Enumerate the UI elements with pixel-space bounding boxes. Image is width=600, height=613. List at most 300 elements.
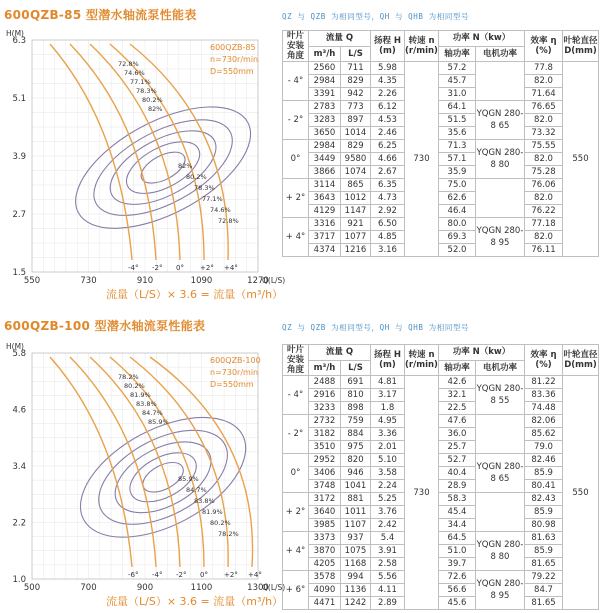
- cell-head: 2.01: [371, 441, 405, 454]
- cell-shaft-power: 28.9: [439, 480, 476, 493]
- cell-head: 2.46: [371, 127, 405, 140]
- chart-param: n=730r/min: [210, 55, 259, 64]
- header-angle: 叶片安装角度: [283, 31, 309, 62]
- table-row: [283, 88, 599, 101]
- efficiency-label: 82%: [148, 105, 163, 113]
- cell-flow-m3h: 3406: [309, 467, 341, 480]
- efficiency-contour: [79, 100, 247, 235]
- cell-flow-m3h: 3373: [309, 532, 341, 545]
- cell-angle: + 2°: [283, 179, 309, 218]
- table-row: [283, 127, 599, 140]
- cell-flow-m3h: 3182: [309, 428, 341, 441]
- header-diameter: 叶轮直径 D(mm): [563, 345, 599, 376]
- cell-flow-m3h: 3391: [309, 88, 341, 101]
- cell-flow-m3h: 3233: [309, 402, 341, 415]
- cell-efficiency: 85.62: [525, 428, 563, 441]
- table-row: [283, 415, 599, 428]
- model-note: QZ 与 QZB 为相同型号，QH 与 QHB 为相同型号: [282, 12, 470, 21]
- cell-flow-ls: 773: [341, 101, 371, 114]
- cell-flow-m3h: 3748: [309, 480, 341, 493]
- header-power: 功率 N（kw）: [439, 31, 525, 47]
- cell-head: 6.25: [371, 140, 405, 153]
- table-row: [283, 467, 599, 480]
- table-row: [283, 493, 599, 506]
- cell-shaft-power: 35.9: [439, 166, 476, 179]
- cell-head: 1.8: [371, 402, 405, 415]
- table-row: [283, 218, 599, 231]
- efficiency-label: 83.8%: [194, 497, 215, 505]
- cell-flow-ls: 898: [341, 402, 371, 415]
- cell-flow-m3h: 3985: [309, 519, 341, 532]
- x-tick-label: 1090: [190, 276, 213, 286]
- efficiency-label: 80.2%: [210, 519, 231, 527]
- cell-angle: - 2°: [283, 101, 309, 140]
- cell-motor-power: YQGN 280-8 65: [476, 101, 525, 140]
- table-row: [283, 545, 599, 558]
- header-shaft-power: 轴功率: [439, 46, 476, 62]
- cell-efficiency: 81.65: [525, 597, 563, 610]
- cell-efficiency: 79.0: [525, 441, 563, 454]
- table-row: [283, 62, 599, 75]
- efficiency-label: 83.8%: [136, 400, 157, 408]
- header-flow-ls: L/S: [341, 46, 371, 62]
- cell-flow-ls: 1011: [341, 506, 371, 519]
- cell-flow-ls: 820: [341, 454, 371, 467]
- performance-section-100: [0, 307, 600, 613]
- efficiency-label: 80.2%: [124, 382, 145, 390]
- cell-flow-ls: 9580: [341, 153, 371, 166]
- cell-flow-m3h: 3510: [309, 441, 341, 454]
- cell-efficiency: 84.7: [525, 584, 563, 597]
- cell-shaft-power: 36.0: [439, 428, 476, 441]
- cell-head: 4.73: [371, 192, 405, 205]
- header-speed: 转速 n (r/min): [405, 345, 439, 376]
- efficiency-label: 74.6%: [210, 206, 231, 214]
- angle-label: +2°: [200, 264, 214, 272]
- cell-efficiency: 80.41: [525, 480, 563, 493]
- cell-efficiency: 81.63: [525, 532, 563, 545]
- cell-motor-power: YQGN 280-8 55: [476, 376, 525, 415]
- table-row: [283, 179, 599, 192]
- y-tick-label: 6.3: [12, 36, 26, 46]
- efficiency-label: 72.8%: [218, 217, 239, 225]
- angle-label: -6°: [128, 571, 139, 579]
- cell-angle: 0°: [283, 454, 309, 493]
- efficiency-label: 84.7%: [142, 409, 163, 417]
- header-flow-m3h: m³/h: [309, 360, 341, 376]
- cell-efficiency: 75.28: [525, 166, 563, 179]
- cell-shaft-power: 51.5: [439, 114, 476, 127]
- cell-head: 6.35: [371, 179, 405, 192]
- cell-shaft-power: 64.1: [439, 101, 476, 114]
- cell-shaft-power: 56.6: [439, 584, 476, 597]
- table-row: [283, 441, 599, 454]
- cell-flow-m3h: 4129: [309, 205, 341, 218]
- cell-flow-m3h: 2488: [309, 376, 341, 389]
- unit-conversion-formula: 流量（L/S）× 3.6 = 流量（m³/h）: [106, 288, 284, 301]
- cell-shaft-power: 71.3: [439, 140, 476, 153]
- header-efficiency: 效率 η (%): [525, 31, 563, 62]
- cell-angle: + 4°: [283, 532, 309, 571]
- header-motor-power: 电机功率: [476, 360, 525, 376]
- cell-motor-power: [476, 415, 525, 454]
- x-tick-label: 910: [136, 276, 154, 286]
- efficiency-contour: [99, 116, 228, 220]
- cell-efficiency: 83.36: [525, 389, 563, 402]
- cell-shaft-power: 22.5: [439, 402, 476, 415]
- cell-efficiency: 85.9: [525, 545, 563, 558]
- x-axis-label: Q(L/S): [262, 276, 286, 285]
- efficiency-label: 81.9%: [202, 508, 223, 516]
- cell-flow-m3h: 4205: [309, 558, 341, 571]
- cell-flow-m3h: 3866: [309, 166, 341, 179]
- cell-shaft-power: 51.0: [439, 545, 476, 558]
- cell-flow-m3h: 3316: [309, 218, 341, 231]
- cell-head: 3.17: [371, 389, 405, 402]
- cell-flow-m3h: 2916: [309, 389, 341, 402]
- header-head: 扬程 H (m): [371, 345, 405, 376]
- cell-shaft-power: 72.6: [439, 571, 476, 584]
- cell-shaft-power: 47.6: [439, 415, 476, 428]
- cell-shaft-power: 57.1: [439, 153, 476, 166]
- efficiency-label: 77.1%: [130, 78, 151, 86]
- cell-flow-ls: 1107: [341, 519, 371, 532]
- table-row: [283, 205, 599, 218]
- table-row: [283, 166, 599, 179]
- cell-flow-m3h: 2783: [309, 101, 341, 114]
- table-row: [283, 454, 599, 467]
- efficiency-label: 85.9%: [178, 475, 199, 483]
- y-axis-label: H(M): [6, 29, 24, 38]
- efficiency-label: 78.2%: [118, 373, 139, 381]
- cell-angle: - 2°: [283, 415, 309, 454]
- cell-flow-ls: 829: [341, 75, 371, 88]
- table-row: [283, 532, 599, 545]
- cell-flow-m3h: 3870: [309, 545, 341, 558]
- cell-efficiency: 82.46: [525, 454, 563, 467]
- cell-efficiency: 82.0: [525, 231, 563, 244]
- table-row: [283, 584, 599, 597]
- y-axis-label: H(M): [6, 342, 24, 351]
- angle-label: -4°: [152, 571, 163, 579]
- angle-label: -2°: [152, 264, 163, 272]
- cell-shaft-power: 34.4: [439, 519, 476, 532]
- cell-flow-ls: 1136: [341, 584, 371, 597]
- cell-head: 6.50: [371, 218, 405, 231]
- y-tick-label: 1.5: [12, 268, 26, 278]
- cell-head: 4.11: [371, 584, 405, 597]
- y-tick-label: 1.0: [12, 575, 26, 585]
- cell-flow-m3h: 3283: [309, 114, 341, 127]
- cell-shaft-power: 25.7: [439, 441, 476, 454]
- y-tick-label: 4.6: [12, 405, 26, 416]
- cell-head: 2.42: [371, 519, 405, 532]
- cell-shaft-power: 75.0: [439, 179, 476, 192]
- cell-flow-ls: 1074: [341, 166, 371, 179]
- x-tick-label: 730: [80, 276, 97, 286]
- cell-shaft-power: 57.2: [439, 62, 476, 75]
- cell-flow-m3h: 3172: [309, 493, 341, 506]
- table-row: [283, 101, 599, 114]
- cell-head: 3.58: [371, 467, 405, 480]
- efficiency-label: 74.6%: [124, 69, 145, 77]
- cell-head: 2.67: [371, 166, 405, 179]
- x-tick-label: 500: [23, 583, 41, 593]
- cell-head: 2.92: [371, 205, 405, 218]
- cell-efficiency: 77.8: [525, 62, 563, 75]
- cell-head: 5.4: [371, 532, 405, 545]
- cell-efficiency: 79.22: [525, 571, 563, 584]
- angle-label: -4°: [128, 264, 139, 272]
- cell-head: 4.95: [371, 415, 405, 428]
- cell-flow-ls: 1014: [341, 127, 371, 140]
- cell-flow-ls: 897: [341, 114, 371, 127]
- cell-efficiency: 71.64: [525, 88, 563, 101]
- table-row: [283, 231, 599, 244]
- header-diameter: 叶轮直径 D(mm): [563, 31, 599, 62]
- cell-head: 5.98: [371, 62, 405, 75]
- angle-label: 0°: [176, 264, 184, 272]
- cell-head: 3.76: [371, 506, 405, 519]
- cell-head: 3.36: [371, 428, 405, 441]
- cell-efficiency: 82.0: [525, 153, 563, 166]
- cell-angle: + 6°: [283, 571, 309, 610]
- header-shaft-power: 轴功率: [439, 360, 476, 376]
- x-tick-label: 900: [136, 583, 154, 593]
- efficiency-label: 77.1%: [202, 195, 223, 203]
- x-tick-label: 700: [80, 583, 97, 593]
- cell-speed: 730: [405, 376, 439, 610]
- cell-shaft-power: 45.6: [439, 597, 476, 610]
- cell-motor-power: [476, 179, 525, 218]
- header-flow-m3h: m³/h: [309, 46, 341, 62]
- cell-motor-power: [476, 62, 525, 101]
- cell-efficiency: 82.0: [525, 75, 563, 88]
- cell-flow-ls: 1041: [341, 480, 371, 493]
- cell-flow-m3h: 4374: [309, 244, 341, 257]
- table-row: [283, 480, 599, 493]
- performance-table: [282, 344, 599, 610]
- cell-motor-power: YQGN 280-8 65: [476, 454, 525, 493]
- cell-diameter: 550: [563, 376, 599, 610]
- angle-label: -2°: [176, 571, 187, 579]
- cell-motor-power: YQGN 280-8 80: [476, 140, 525, 179]
- header-angle: 叶片安装角度: [283, 345, 309, 376]
- cell-flow-ls: 975: [341, 441, 371, 454]
- cell-efficiency: 85.9: [525, 467, 563, 480]
- cell-flow-m3h: 2560: [309, 62, 341, 75]
- efficiency-label: 80.2%: [186, 173, 207, 181]
- cell-shaft-power: 39.7: [439, 558, 476, 571]
- cell-flow-m3h: 4090: [309, 584, 341, 597]
- table-row: [283, 75, 599, 88]
- x-tick-label: 550: [23, 276, 41, 286]
- y-tick-label: 3.4: [12, 462, 26, 472]
- cell-flow-m3h: 3640: [309, 506, 341, 519]
- cell-flow-ls: 946: [341, 467, 371, 480]
- performance-table: [282, 30, 599, 257]
- cell-shaft-power: 64.5: [439, 532, 476, 545]
- cell-motor-power: YQGN 280-8 95: [476, 218, 525, 257]
- x-axis-label: Q(L/S): [262, 583, 286, 592]
- angle-label: 0°: [200, 571, 208, 579]
- cell-flow-ls: 1012: [341, 192, 371, 205]
- cell-efficiency: 81.65: [525, 558, 563, 571]
- efficiency-label: 78.2%: [218, 530, 239, 538]
- performance-curve-chart: [0, 22, 286, 306]
- angle-label: +2°: [224, 571, 238, 579]
- cell-head: 3.91: [371, 545, 405, 558]
- cell-flow-ls: 865: [341, 179, 371, 192]
- efficiency-label: 85.9%: [148, 418, 169, 426]
- cell-head: 2.26: [371, 88, 405, 101]
- cell-head: 5.56: [371, 571, 405, 584]
- x-tick-label: 1100: [190, 583, 213, 593]
- cell-shaft-power: 45.4: [439, 506, 476, 519]
- y-tick-label: 5.1: [12, 94, 26, 104]
- cell-flow-ls: 1147: [341, 205, 371, 218]
- table-row: [283, 140, 599, 153]
- cell-efficiency: 76.22: [525, 205, 563, 218]
- header-flow: 流量 Q: [309, 31, 371, 47]
- efficiency-label: 81.9%: [130, 391, 151, 399]
- cell-head: 3.16: [371, 244, 405, 257]
- cell-efficiency: 81.22: [525, 376, 563, 389]
- cell-flow-ls: 1075: [341, 545, 371, 558]
- cell-efficiency: 75.55: [525, 140, 563, 153]
- angle-label: +4°: [224, 264, 238, 272]
- cell-head: 4.66: [371, 153, 405, 166]
- table-row: [283, 244, 599, 257]
- cell-shaft-power: 40.4: [439, 467, 476, 480]
- cell-shaft-power: 32.1: [439, 389, 476, 402]
- cell-angle: - 4°: [283, 376, 309, 415]
- y-tick-label: 5.8: [12, 349, 26, 359]
- chart-svg: [0, 22, 286, 306]
- cell-efficiency: 82.06: [525, 415, 563, 428]
- cell-head: 4.85: [371, 231, 405, 244]
- cell-flow-m3h: 3449: [309, 153, 341, 166]
- cell-shaft-power: 31.0: [439, 88, 476, 101]
- cell-flow-m3h: 3643: [309, 192, 341, 205]
- table-row: [283, 571, 599, 584]
- performance-section-85: [0, 0, 600, 306]
- cell-diameter: 550: [563, 62, 599, 257]
- cell-shaft-power: 80.0: [439, 218, 476, 231]
- cell-flow-ls: 759: [341, 415, 371, 428]
- cell-head: 4.53: [371, 114, 405, 127]
- cell-flow-ls: 810: [341, 389, 371, 402]
- header-power: 功率 N（kw）: [439, 345, 525, 361]
- cell-angle: + 2°: [283, 493, 309, 532]
- table-row: [283, 402, 599, 415]
- cell-flow-ls: 921: [341, 218, 371, 231]
- cell-flow-ls: 1242: [341, 597, 371, 610]
- cell-flow-ls: 1216: [341, 244, 371, 257]
- cell-flow-m3h: 3578: [309, 571, 341, 584]
- efficiency-label: 78.3%: [194, 184, 215, 192]
- cell-flow-m3h: 2952: [309, 454, 341, 467]
- cell-head: 2.58: [371, 558, 405, 571]
- cell-shaft-power: 45.7: [439, 75, 476, 88]
- cell-shaft-power: 58.3: [439, 493, 476, 506]
- header-head: 扬程 H (m): [371, 31, 405, 62]
- cell-flow-ls: 994: [341, 571, 371, 584]
- cell-shaft-power: 42.6: [439, 376, 476, 389]
- efficiency-label: 80.2%: [142, 96, 163, 104]
- table-row: [283, 192, 599, 205]
- cell-shaft-power: 69.3: [439, 231, 476, 244]
- y-tick-label: 2.2: [12, 518, 26, 529]
- unit-conversion-formula: 流量（L/S）× 3.6 = 流量（m³/h）: [106, 595, 284, 608]
- section-title: 600QZB-85 型潜水轴流泵性能表: [4, 8, 197, 22]
- table-row: [283, 153, 599, 166]
- table-row: [283, 506, 599, 519]
- cell-flow-m3h: 4471: [309, 597, 341, 610]
- efficiency-label: 84.7%: [186, 486, 207, 494]
- cell-flow-m3h: 3717: [309, 231, 341, 244]
- table-row: [283, 558, 599, 571]
- cell-flow-ls: 937: [341, 532, 371, 545]
- table-row: [283, 428, 599, 441]
- efficiency-label: 78.3%: [136, 87, 157, 95]
- cell-efficiency: 77.18: [525, 218, 563, 231]
- x-tick-label: 1270: [247, 276, 269, 286]
- cell-efficiency: 76.06: [525, 179, 563, 192]
- cell-flow-ls: 881: [341, 493, 371, 506]
- cell-head: 4.81: [371, 376, 405, 389]
- chart-param: 600QZB-100: [210, 356, 261, 365]
- table-row: [283, 597, 599, 610]
- cell-flow-ls: 1168: [341, 558, 371, 571]
- cell-angle: + 4°: [283, 218, 309, 257]
- cell-motor-power: YQGN 280-8 95: [476, 571, 525, 610]
- cell-head: 2.24: [371, 480, 405, 493]
- model-note: QZ 与 QZB 为相同型号，QH 与 QHB 为相同型号: [282, 323, 470, 332]
- cell-efficiency: 76.65: [525, 101, 563, 114]
- chart-param: D=550mm: [210, 67, 254, 76]
- table-row: [283, 519, 599, 532]
- chart-param: n=730r/min: [210, 368, 259, 377]
- efficiency-label: 82%: [178, 162, 193, 170]
- x-tick-label: 1300: [247, 583, 269, 593]
- cell-shaft-power: 52.7: [439, 454, 476, 467]
- cell-shaft-power: 62.6: [439, 192, 476, 205]
- cell-angle: 0°: [283, 140, 309, 179]
- cell-efficiency: 82.43: [525, 493, 563, 506]
- chart-svg: [0, 335, 286, 613]
- cell-shaft-power: 52.0: [439, 244, 476, 257]
- y-tick-label: 2.7: [12, 210, 26, 220]
- cell-efficiency: 80.98: [525, 519, 563, 532]
- cell-angle: - 4°: [283, 62, 309, 101]
- table-row: [283, 114, 599, 127]
- cell-head: 5.25: [371, 493, 405, 506]
- cell-flow-ls: 942: [341, 88, 371, 101]
- cell-flow-m3h: 2984: [309, 75, 341, 88]
- cell-flow-ls: 711: [341, 62, 371, 75]
- cell-flow-m3h: 3114: [309, 179, 341, 192]
- section-title: 600QZB-100 型潜水轴流泵性能表: [4, 319, 206, 333]
- cell-efficiency: 82.0: [525, 192, 563, 205]
- performance-curve-chart: [0, 335, 286, 613]
- cell-motor-power: YQGN 280-8 80: [476, 532, 525, 571]
- cell-efficiency: 82.0: [525, 114, 563, 127]
- header-flow-ls: L/S: [341, 360, 371, 376]
- y-tick-label: 3.9: [12, 152, 26, 162]
- chart-param: D=550mm: [210, 380, 254, 389]
- cell-shaft-power: 46.4: [439, 205, 476, 218]
